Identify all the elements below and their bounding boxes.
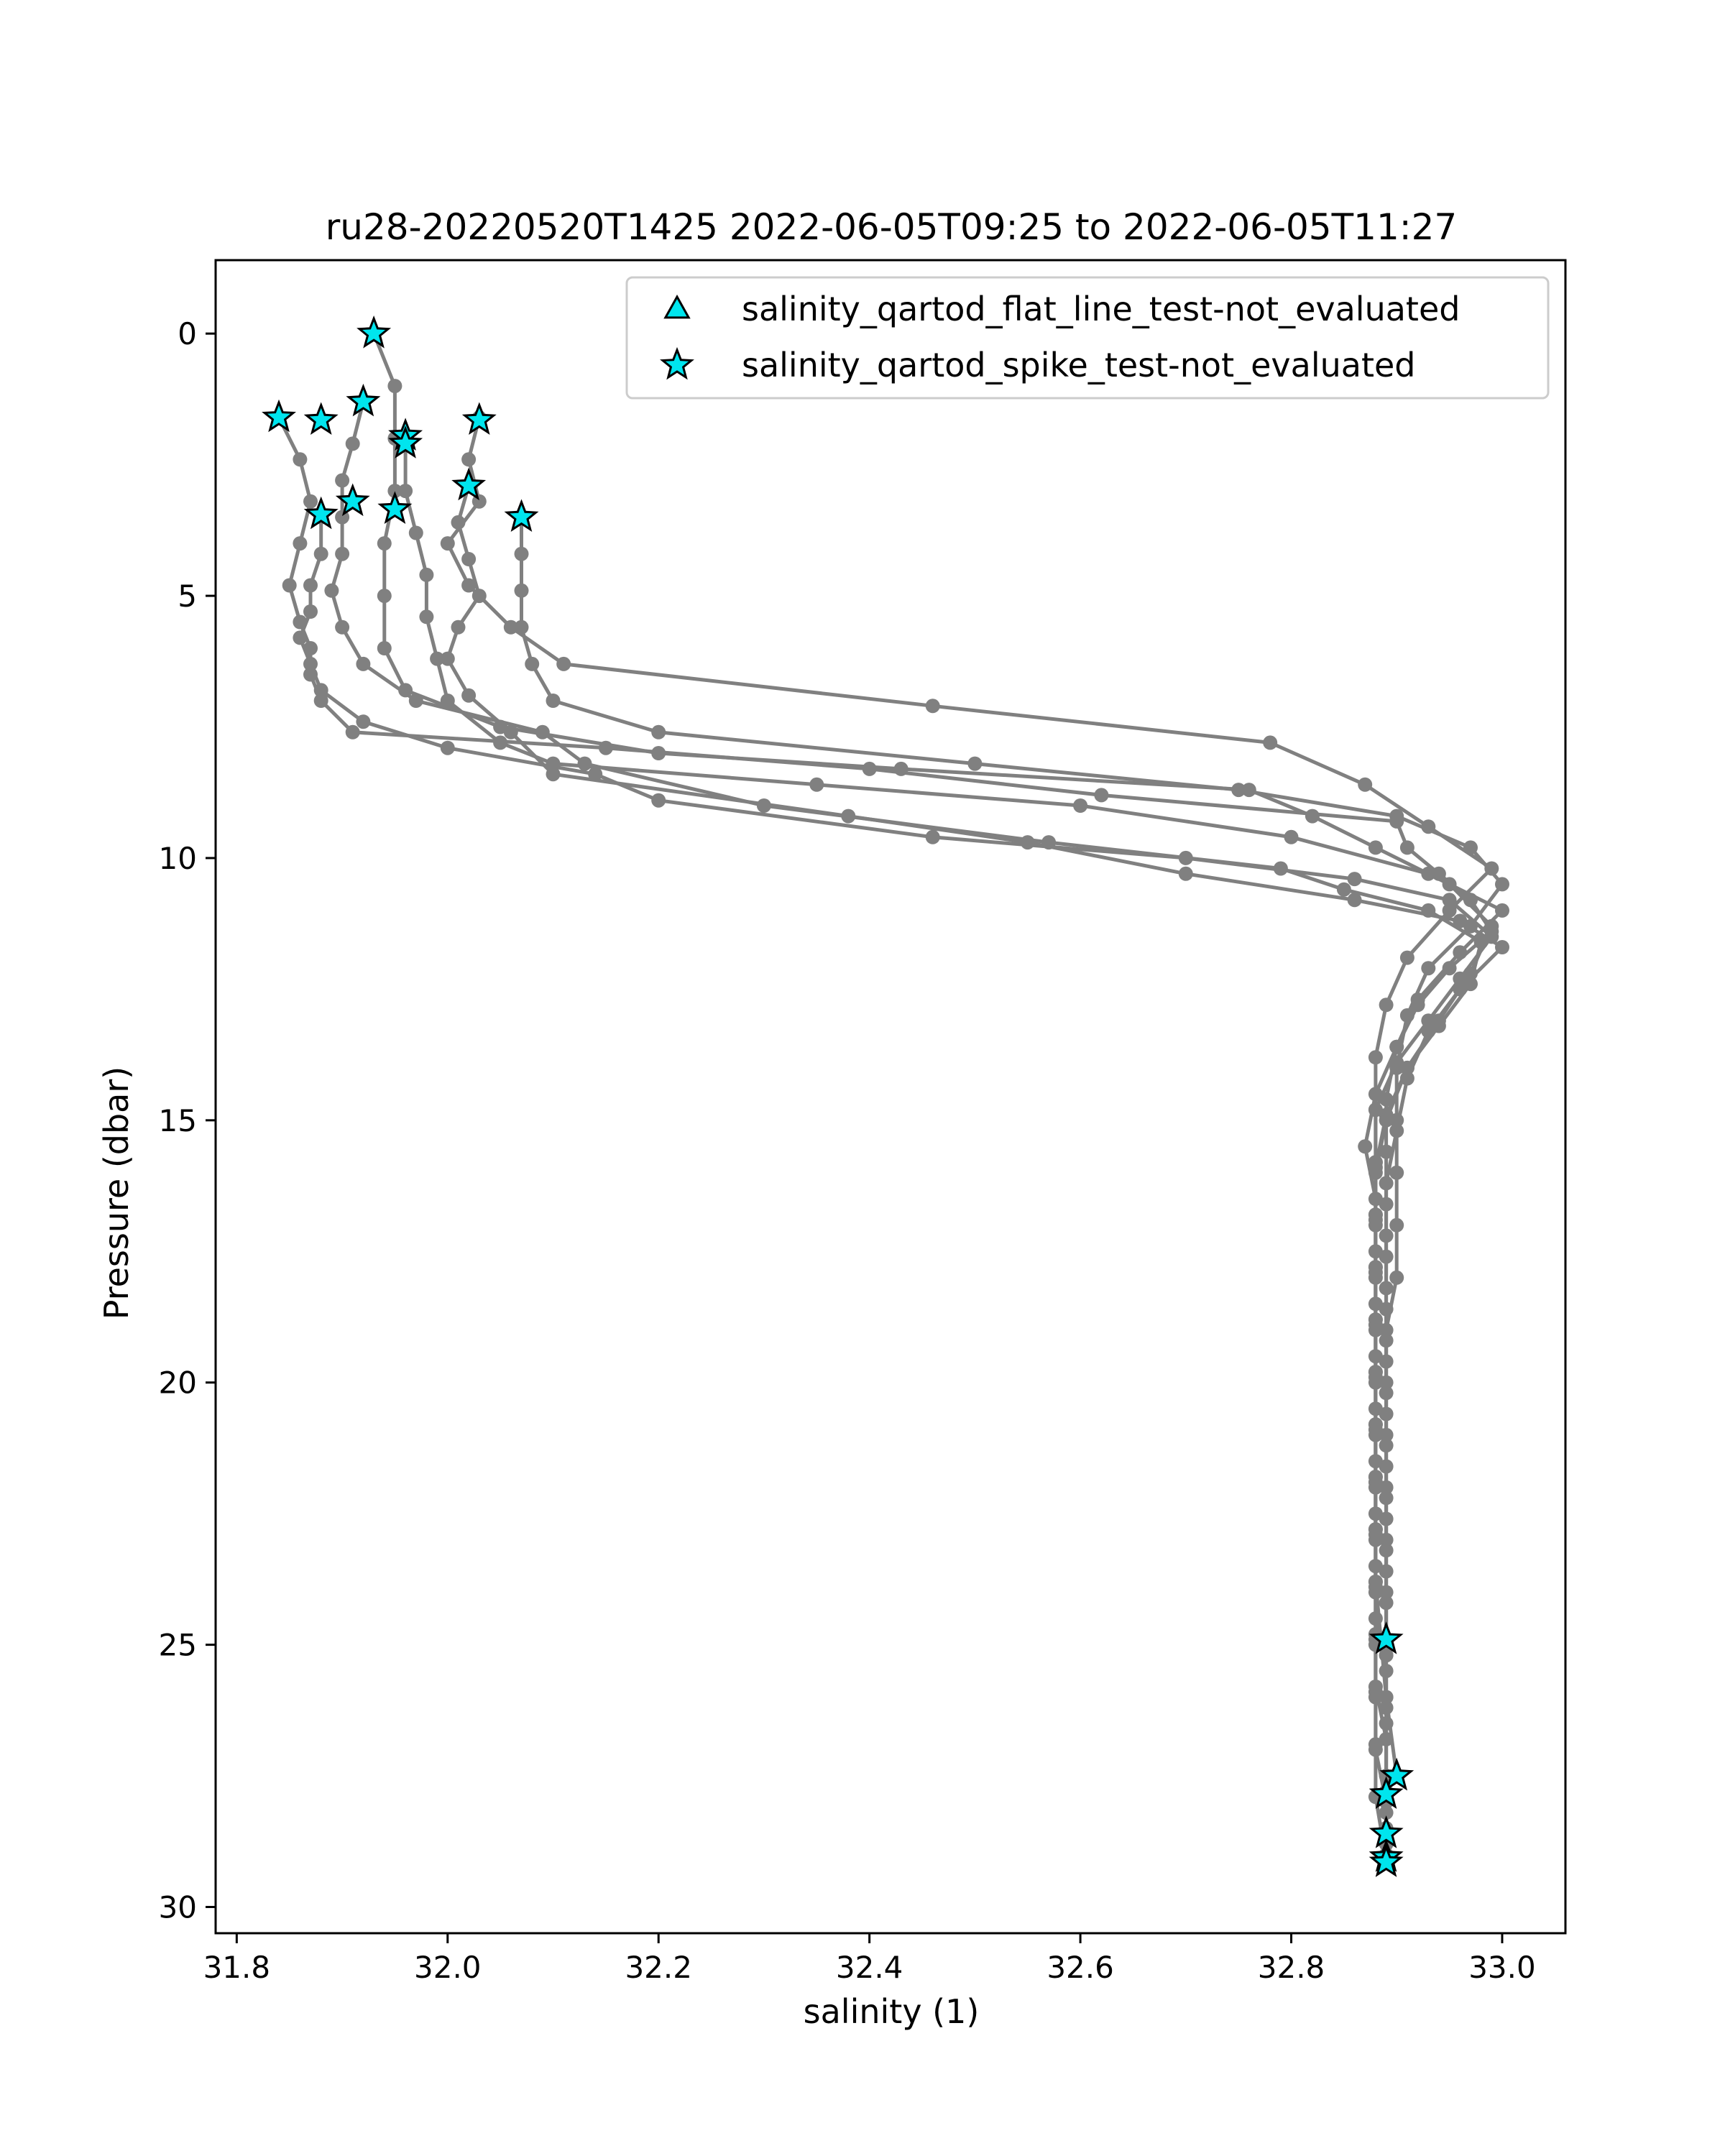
data-point: [387, 379, 402, 393]
data-point: [1400, 840, 1414, 854]
data-point: [1379, 1092, 1394, 1107]
data-point: [1379, 1281, 1394, 1295]
data-point: [1379, 1228, 1394, 1243]
data-point: [1305, 809, 1320, 824]
data-point: [1284, 830, 1299, 844]
data-point: [1495, 877, 1509, 891]
data-point: [809, 778, 824, 792]
data-point: [1421, 819, 1435, 834]
data-point: [1021, 835, 1035, 849]
legend-entry-star: [663, 346, 1415, 384]
data-point: [1443, 903, 1457, 918]
data-point: [451, 620, 466, 635]
legend-label: salinity_qartod_spike_test-not_evaluated: [742, 346, 1416, 384]
data-point: [1368, 1470, 1383, 1484]
data-point: [1379, 1428, 1394, 1442]
data-point: [461, 688, 476, 703]
x-tick-label: 31.8: [203, 1950, 271, 1985]
data-point: [1368, 1522, 1383, 1537]
data-point: [1368, 1365, 1383, 1379]
data-point: [1368, 1155, 1383, 1169]
data-point: [441, 741, 455, 755]
data-point: [335, 547, 349, 561]
y-tick-label: 0: [178, 316, 197, 352]
data-point: [1495, 940, 1509, 954]
data-point: [1421, 867, 1435, 881]
data-point: [377, 589, 392, 603]
data-point: [461, 452, 476, 466]
data-point: [525, 657, 539, 671]
data-point: [1094, 788, 1108, 802]
data-point: [419, 568, 433, 582]
data-point: [926, 830, 940, 844]
data-point: [1368, 840, 1383, 854]
data-point: [346, 725, 360, 740]
data-point: [1421, 1024, 1435, 1038]
legend: [627, 277, 1548, 398]
data-point: [1379, 1480, 1394, 1495]
y-tick-label: 5: [178, 579, 197, 614]
data-point: [1400, 1072, 1414, 1086]
data-point: [1389, 1271, 1404, 1285]
x-tick-label: 33.0: [1468, 1950, 1536, 1985]
data-point: [1179, 867, 1193, 881]
data-point: [1368, 1102, 1383, 1117]
data-point: [303, 657, 318, 671]
data-point: [1263, 735, 1277, 750]
x-tick-label: 32.4: [835, 1950, 903, 1985]
data-point: [1400, 1008, 1414, 1023]
data-point: [1358, 778, 1372, 792]
data-point: [461, 579, 476, 593]
data-point: [1368, 1207, 1383, 1222]
data-point: [967, 757, 982, 771]
data-point: [651, 746, 666, 760]
data-point: [314, 547, 328, 561]
data-point: [1231, 783, 1246, 797]
data-point: [346, 436, 360, 451]
data-point: [1348, 872, 1362, 886]
data-point: [314, 683, 328, 697]
legend-entry-triangle: [666, 290, 1460, 328]
y-tick-label: 20: [158, 1365, 197, 1401]
data-point: [841, 809, 855, 824]
x-tick-label: 32.2: [625, 1950, 692, 1985]
data-point: [515, 547, 529, 561]
data-point: [1274, 862, 1288, 876]
data-point: [894, 762, 908, 776]
y-tick-label: 25: [158, 1627, 197, 1663]
data-point: [515, 584, 529, 598]
data-point: [1358, 1139, 1372, 1153]
data-point: [441, 536, 455, 550]
data-point: [377, 536, 392, 550]
data-point: [409, 526, 423, 540]
data-point: [504, 725, 518, 740]
x-tick-label: 32.0: [414, 1950, 482, 1985]
data-point: [1337, 883, 1351, 897]
data-point: [1400, 951, 1414, 965]
data-point: [1379, 1533, 1394, 1547]
data-point: [1495, 903, 1509, 918]
data-point: [419, 609, 433, 624]
data-point: [1379, 1323, 1394, 1337]
legend-label: salinity_qartod_flat_line_test-not_evaluated: [742, 290, 1460, 328]
data-point: [398, 683, 413, 697]
data-point: [441, 652, 455, 666]
data-point: [1379, 1376, 1394, 1390]
data-point: [1379, 998, 1394, 1012]
data-point: [1379, 1690, 1394, 1705]
data-point: [1379, 1585, 1394, 1600]
data-point: [303, 494, 318, 509]
y-axis-label: Pressure (dbar): [97, 1066, 136, 1320]
y-tick-label: 30: [158, 1889, 197, 1925]
data-point: [356, 657, 370, 671]
data-point: [1463, 919, 1478, 934]
data-point: [303, 604, 318, 619]
data-point: [546, 767, 561, 781]
data-point: [556, 657, 571, 671]
x-tick-label: 32.8: [1257, 1950, 1325, 1985]
data-point: [1073, 798, 1087, 813]
data-point: [282, 579, 297, 593]
data-point: [293, 536, 307, 550]
data-point: [651, 793, 666, 808]
y-tick-label: 15: [158, 1102, 197, 1138]
x-axis-label: salinity (1): [803, 1992, 980, 2031]
data-point: [1389, 1113, 1404, 1128]
data-point: [1379, 1176, 1394, 1190]
data-point: [504, 620, 518, 635]
data-point: [493, 735, 507, 750]
data-point: [1484, 862, 1499, 876]
data-point: [461, 552, 476, 566]
data-point: [377, 641, 392, 655]
y-tick-label: 10: [158, 840, 197, 876]
data-point: [1368, 1312, 1383, 1327]
data-point: [335, 474, 349, 488]
data-point: [1389, 1218, 1404, 1233]
data-point: [293, 452, 307, 466]
data-point: [578, 757, 592, 771]
data-point: [1421, 961, 1435, 975]
data-point: [1368, 1417, 1383, 1432]
data-point: [1389, 1061, 1404, 1075]
data-point: [546, 694, 561, 708]
data-point: [1368, 1743, 1383, 1757]
data-point: [1348, 893, 1362, 907]
data-point: [324, 584, 339, 598]
data-point: [303, 579, 318, 593]
data-point: [293, 630, 307, 645]
data-point: [441, 694, 455, 708]
data-point: [926, 699, 940, 713]
data-point: [1453, 945, 1467, 959]
chart-title: ru28-20220520T1425 2022-06-05T09:25 to 2022-06-05T11:27: [325, 206, 1458, 248]
data-point: [1368, 1050, 1383, 1064]
data-point: [356, 714, 370, 729]
data-point: [1453, 982, 1467, 996]
data-point: [398, 484, 413, 498]
data-point: [1368, 1575, 1383, 1589]
data-point: [335, 620, 349, 635]
data-point: [651, 725, 666, 740]
data-point: [1389, 1166, 1404, 1180]
data-point: [1368, 1260, 1383, 1274]
x-tick-label: 32.6: [1046, 1950, 1114, 1985]
